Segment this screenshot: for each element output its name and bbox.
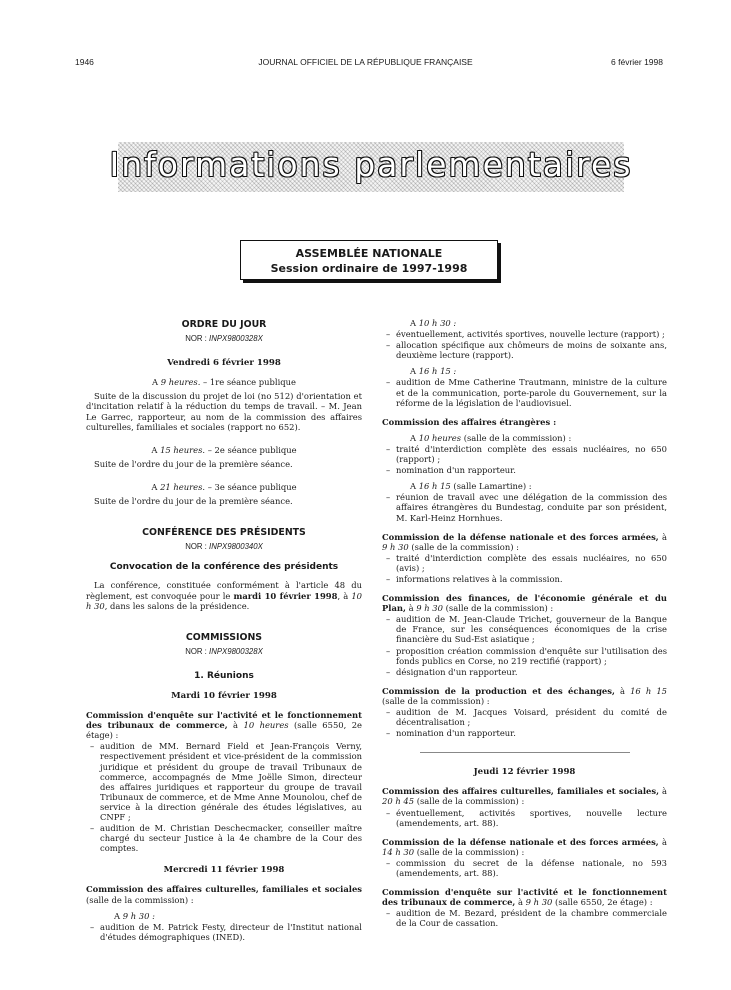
nor-ordre: NOR : INPX9800328X [185, 334, 263, 344]
commission-affaires-culturelles-jeudi: Commission des affaires culturelles, familiales et sociales, à 20 h 45 (salle de la commission) : [382, 786, 668, 807]
session-title: Session ordinaire de 1997-1998 [270, 262, 468, 275]
left-column [86, 316, 362, 942]
commission-culturelles-items [86, 922, 362, 942]
nor-conference: NOR : INPX9800340X [185, 542, 263, 552]
commission-enquete-jeudi: Commission d'enquête sur l'activité et le fonctionnement des tribunaux de commerce, à 9 h 30 (salle 6550, 2e étage) : [382, 887, 667, 908]
defense-items [382, 553, 667, 584]
time-label: A 16 h 15 (salle Lamartine) : [410, 481, 532, 492]
time-1615-items [382, 377, 667, 407]
day-mercredi: Mercredi 11 février 1998 [163, 865, 285, 876]
list-item: – commission du secret de la défense nationale, no 593 (amendements, art. 88). [396, 858, 667, 878]
list-item: – réunion de travail avec une délégation de la commission des affaires étrangères du Bundestag, conduite par son président, M. Karl-Heinz Hornhues. [396, 492, 667, 522]
seance-1-text: Suite de la discussion du projet de loi (no 512) d'orientation et d'incitation relatif à la réduction du temps de travail. – M. Jean Le Garrec, rapporteur, au nom de la commission des affaires culturelles, familiales et sociales (rapport no 652). [86, 391, 362, 432]
commission-defense: Commission de la défense nationale et des forces armées, à 9 h 30 (salle de la commission) : [382, 531, 667, 552]
divider [420, 752, 630, 753]
seance-2-text: Suite de l'ordre du jour de la première séance. [94, 458, 293, 469]
commission-finances: Commission des finances, de l'économie générale et du Plan, à 9 h 30 (salle de la commission) : [382, 593, 667, 614]
seance-3-text: Suite de l'ordre du jour de la première séance. [94, 496, 293, 507]
day-jeudi: Jeudi 12 février 1998 [473, 767, 576, 778]
commission-affaires-etrangeres: Commission des affaires étrangères : [382, 416, 557, 427]
ordre-day: Vendredi 6 février 1998 [167, 358, 281, 369]
seance-3-time: A 21 heures. – 3e séance publique [151, 481, 297, 492]
list-item: – audition de M. Bezard, président de la chambre commerciale de la Cour de cassation. [396, 908, 667, 928]
banner-title: Informations parlementaires [109, 145, 633, 184]
list-item: – nomination d'un rapporteur. [396, 465, 667, 475]
commission-production: Commission de la production et des échanges, à 16 h 15 (salle de la commission) : [382, 685, 667, 706]
etrangeres-items-1 [382, 444, 667, 475]
time-label: A 10 heures (salle de la commission) : [410, 432, 572, 443]
list-item: – audition de M. Patrick Festy, directeur de l'Institut national d'études démographiques (INED). [100, 922, 362, 942]
right-column [382, 316, 667, 929]
commission-enquete-items [86, 741, 362, 853]
enquete-jeudi-items [382, 908, 667, 928]
time-label: A 16 h 15 : [410, 366, 457, 377]
nor-commissions: NOR : INPX9800328X [185, 646, 263, 656]
assembly-name: ASSEMBLÉE NATIONALE [295, 247, 443, 260]
page-number: 1946 [75, 57, 94, 67]
list-item: – audition de M. Jacques Voisard, président du comité de décentralisation ; [396, 707, 667, 727]
defense-jeudi-items [382, 858, 667, 878]
production-items [382, 707, 667, 738]
ordre-du-jour-heading: ORDRE DU JOUR [181, 319, 267, 330]
list-item: – nomination d'un rapporteur. [396, 728, 667, 738]
finances-items [382, 614, 667, 677]
culturelles-jeudi-items [382, 808, 667, 828]
assembly-box [240, 240, 498, 280]
day-mardi: Mardi 10 février 1998 [171, 690, 277, 701]
conference-text: La conférence, constituée conformément à l'article 48 du règlement, est convoquée pour le mardi 10 février 1998, à 10 h 30, dans les salons de la présidence. [86, 580, 362, 611]
conference-heading: CONFÉRENCE DES PRÉSIDENTS [142, 527, 306, 539]
list-item: – informations relatives à la commission. [396, 574, 667, 584]
list-item: – traité d'interdiction complète des essais nucléaires, no 650 (rapport) ; [396, 444, 667, 464]
seance-2-time: A 15 heures. – 2e séance publique [151, 444, 297, 455]
time-1030-items [382, 329, 667, 360]
list-item: – éventuellement, activités sportives, nouvelle lecture (rapport) ; [396, 329, 667, 339]
commissions-heading: COMMISSIONS [185, 631, 263, 643]
list-item: – audition de Mme Catherine Trautmann, ministre de la culture et de la communication, porte-parole du Gouvernement, sur la réforme de la législation de l'audiovisuel. [396, 377, 667, 407]
reunions-subtitle: 1. Réunions [194, 670, 254, 681]
list-item: – désignation d'un rapporteur. [396, 667, 667, 677]
time-label: A 9 h 30 : [114, 910, 155, 921]
commission-defense-jeudi: Commission de la défense nationale et des forces armées, à 14 h 30 (salle de la commission) : [382, 836, 667, 857]
list-item: – éventuellement, activités sportives, nouvelle lecture (amendements, art. 88). [396, 808, 667, 828]
list-item: – traité d'interdiction complète des essais nucléaires, no 650 (avis) ; [396, 553, 667, 573]
list-item: – proposition création commission d'enquête sur l'utilisation des fonds publics en Corse, no 219 rectifié (rapport) ; [396, 646, 667, 666]
commission-affaires-culturelles: Commission des affaires culturelles, familiales et sociales (salle de la commission) : [86, 884, 362, 905]
list-item: – audition de M. Christian Deschecmacker, conseiller maître chargé du secteur Justice à la 4e chambre de la Cour des comptes. [100, 823, 362, 853]
conference-subtitle: Convocation de la conférence des présidents [109, 562, 339, 573]
commission-enquete-tribunaux: Commission d'enquête sur l'activité et le fonctionnement des tribunaux de commerce, à 10 heures (salle 6550, 2e étage) : [86, 710, 362, 741]
issue-date: 6 février 1998 [611, 57, 663, 67]
list-item: – audition de MM. Bernard Field et Jean-François Verny, respectivement président et vice-président de la commission juridique et président du groupe de travail Tribunaux de commerce, accompagnés de Mme Joëlle Simon, directeur des affaires juridiques et rapporteur du groupe de travail Tribunaux de commerce, et de Mme Anne Mounolou, chef de service à la direction générale des études législatives, au CNPF ; [100, 741, 362, 822]
seance-1-time: A 9 heures. – 1re séance publique [152, 377, 296, 388]
list-item: – audition de M. Jean-Claude Trichet, gouverneur de la Banque de France, sur les conséquences économiques de la crise financière du Sud-Est asiatique ; [396, 614, 667, 644]
journal-title: JOURNAL OFFICIEL DE LA RÉPUBLIQUE FRANÇAISE [258, 57, 473, 67]
list-item: – allocation spécifique aux chômeurs de moins de soixante ans, deuxième lecture (rapport). [396, 340, 667, 360]
etrangeres-items-2 [382, 492, 667, 522]
time-label: A 10 h 30 : [410, 318, 457, 328]
